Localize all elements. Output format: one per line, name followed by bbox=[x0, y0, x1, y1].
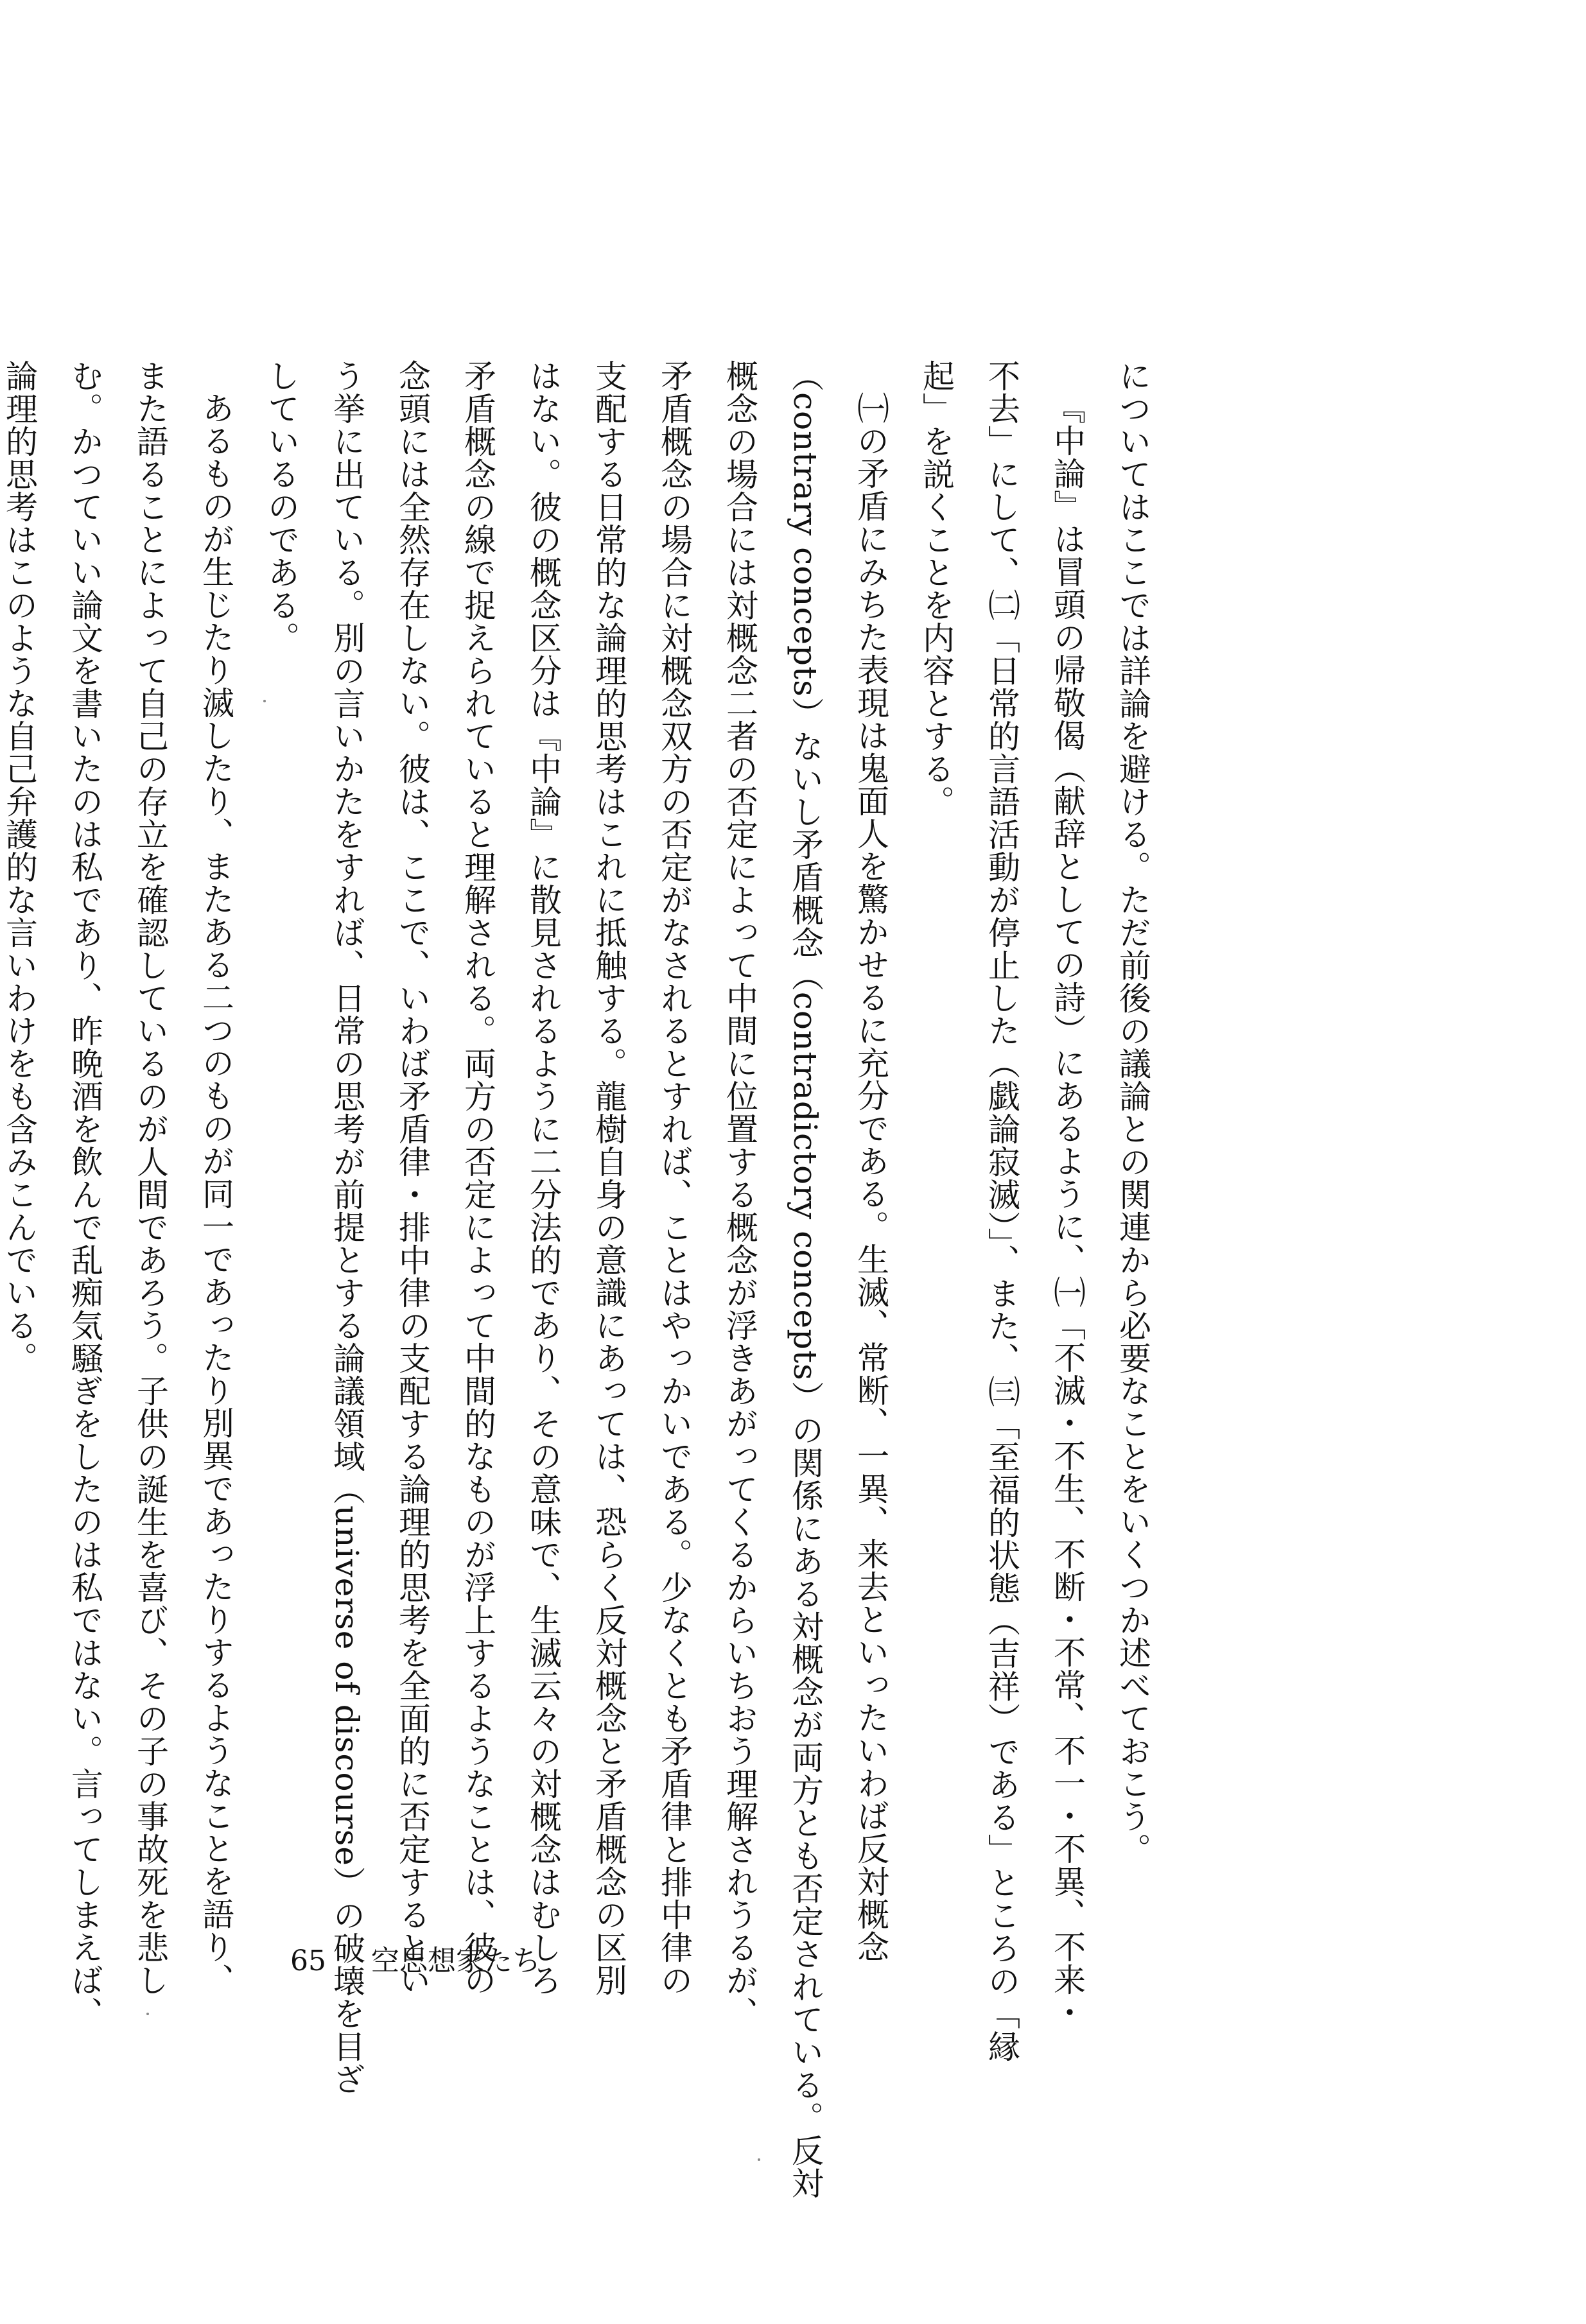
text-column: また語ることによって自己の存立を確認しているのが人間であろう。子供の誕生を喜び、その子の事故死を悲し bbox=[132, 360, 169, 1997]
text-column: 支配する日常的な論理的思考はこれに抵触する。龍樹自身の意識にあっては、恐らく反対概念と矛盾概念の区別 bbox=[590, 360, 627, 1997]
text-column: 『中論』は冒頭の帰敬偈（献辞としての詩）にあるように、㈠「不滅・不生、不断・不常、不一・不異、不来・ bbox=[1049, 392, 1086, 2029]
text-column: しているのである。 bbox=[263, 360, 300, 654]
text-column: （contrary concepts）ないし矛盾概念（contradictory concepts）の関係にある対概念が両方とも否定されている。反対 bbox=[787, 360, 824, 2199]
text-column: ㈠の矛盾にみちた表現は鬼面人を驚かせるに充分である。生滅、常断、一異、来去といったいわば反対概念 bbox=[852, 392, 889, 1963]
text-column: 起」を説くことを内容とする。 bbox=[918, 360, 955, 818]
text-column: 矛盾概念の場合に対概念双方の否定がなされるとすれば、ことはやっかいである。少なくとも矛盾律と排中律の bbox=[656, 360, 693, 1997]
text-column: 論理的思考はこのような自己弁護的な言いわけをも含みこんでいる。 bbox=[1, 360, 38, 1374]
running-title: 空思想家たち bbox=[371, 1945, 541, 1977]
scan-speck bbox=[146, 2013, 149, 2015]
text-column: 念頭には全然存在しない。彼は、ここで、いわば矛盾律・排中律の支配する論理的思考を全面的に否定するとい bbox=[394, 360, 431, 1997]
text-column: 概念の場合には対概念二者の否定によって中間に位置する概念が浮きあがってくるからいちおう理解されうるが、 bbox=[721, 360, 758, 2029]
page-number: 65 bbox=[290, 1945, 326, 1977]
scan-speck bbox=[263, 700, 266, 702]
page-footer bbox=[290, 1938, 541, 1979]
text-column: 不去」にして、㈡「日常的言語活動が停止した（戯論寂滅）」、また、㈢「至福的状態（吉祥）である」ところの「縁 bbox=[983, 360, 1020, 2063]
text-column: はない。彼の概念区分は『中論』に散見されるように二分法的であり、その意味で、生滅云々の対概念はむしろ bbox=[525, 360, 562, 1997]
text-column: う挙に出ている。別の言いかたをすれば、日常の思考が前提とする論議領域（universe of discourse）の破壊を目ざ bbox=[328, 360, 365, 2095]
text-column: あるものが生じたり滅したり、またある二つのものが同一であったり別異であったりするようなことを語り、 bbox=[197, 392, 234, 1996]
text-column: む。かつていい論文を書いたのは私であり、昨晩酒を飲んで乱痴気騒ぎをしたのは私ではない。言ってしまえば、 bbox=[66, 360, 103, 2029]
text-column: についてはここでは詳論を避ける。ただ前後の議論との関連から必要なことをいくつか述べておこう。 bbox=[1114, 360, 1151, 1866]
text-column: 矛盾概念の線で捉えられていると理解される。両方の否定によって中間的なものが浮上するようなことは、彼の bbox=[459, 360, 496, 1997]
scan-speck bbox=[758, 2158, 760, 2161]
